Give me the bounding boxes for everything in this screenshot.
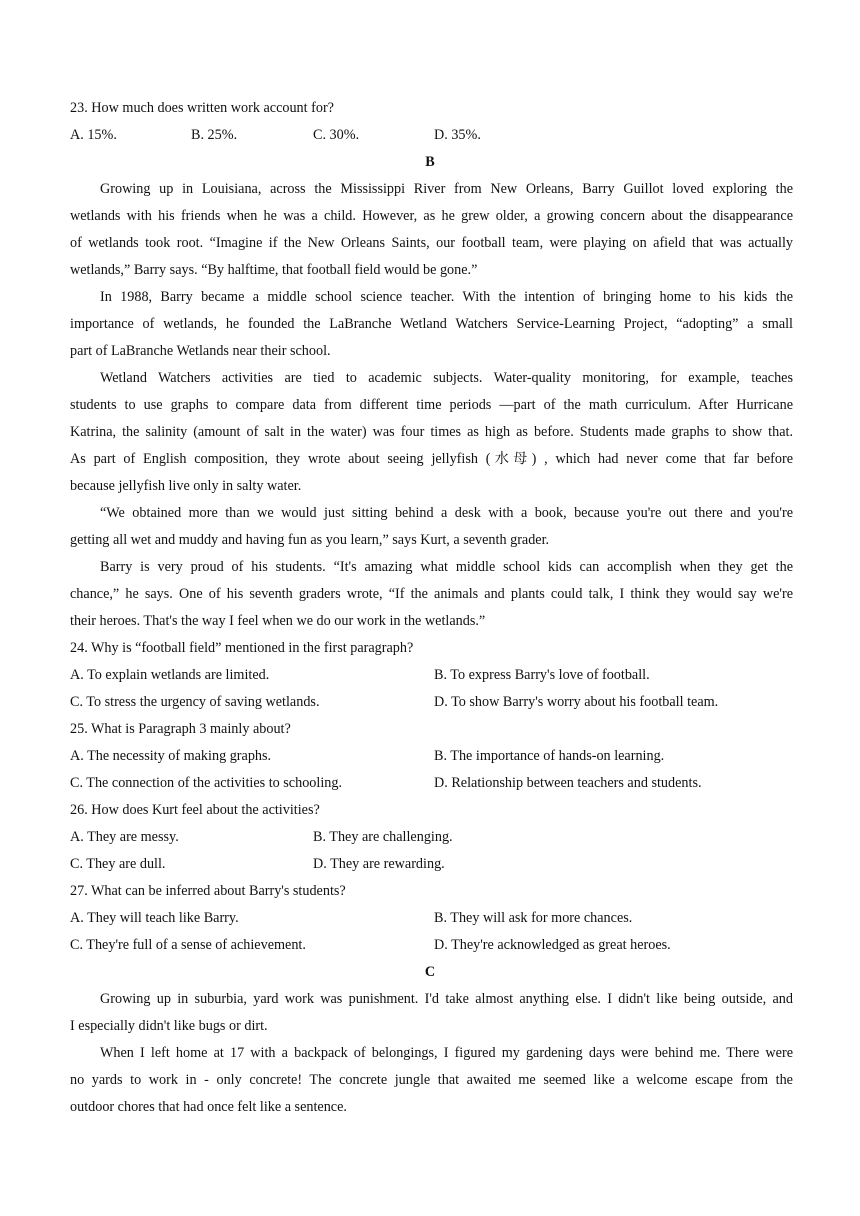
passage-b-p5-line: chance,” he says. One of his seventh graders wrote, “If the animals and plants could talk, I think they would say we're <box>70 586 793 602</box>
question-24-option-d: D. To show Barry's worry about his football team. <box>434 694 719 710</box>
passage-c-p1-line: Growing up in suburbia, yard work was punishment. I'd take almost anything else. I didn't like being outside, and <box>100 991 793 1007</box>
question-25-option-b: B. The importance of hands-on learning. <box>434 748 665 764</box>
question-23-stem: 23. How much does written work account for? <box>70 100 334 116</box>
question-24-option-b: B. To express Barry's love of football. <box>434 667 650 683</box>
question-24-stem: 24. Why is “football field” mentioned in the first paragraph? <box>70 640 414 656</box>
passage-b-p4-line: “We obtained more than we would just sitting behind a desk with a book, because you're out there and you're <box>100 505 793 521</box>
question-25-stem: 25. What is Paragraph 3 mainly about? <box>70 721 291 737</box>
question-26-option-c: C. They are dull. <box>70 856 166 872</box>
passage-b-p4-line: getting all wet and muddy and having fun as you learn,” says Kurt, a seventh grader. <box>70 532 550 548</box>
section-b-heading: B <box>425 154 435 170</box>
passage-b-p1-line: of wetlands took root. “Imagine if the New Orleans Saints, our football team, were playing on afield that was actually <box>70 235 793 251</box>
question-26-stem: 26. How does Kurt feel about the activities? <box>70 802 320 818</box>
question-27-option-b: B. They will ask for more chances. <box>434 910 633 926</box>
passage-b-p3-line: because jellyfish live only in salty water. <box>70 478 302 494</box>
passage-b-p1-line: Growing up in Louisiana, across the Mississippi River from New Orleans, Barry Guillot loved exploring the <box>100 181 793 197</box>
passage-b-p1-line: wetlands,” Barry says. “By halftime, that football field would be gone.” <box>70 262 478 278</box>
passage-b-p3-line: Katrina, the salinity (amount of salt in the water) was four times as high as before. Students made graphs to show that. <box>70 424 793 440</box>
question-23-option-d: D. 35%. <box>434 127 481 143</box>
question-27-option-a: A. They will teach like Barry. <box>70 910 239 926</box>
passage-b-p3-line: Wetland Watchers activities are tied to academic subjects. Water-quality monitoring, for example, teaches <box>100 370 793 386</box>
question-24-option-c: C. To stress the urgency of saving wetlands. <box>70 694 320 710</box>
question-23-option-c: C. 30%. <box>313 127 360 143</box>
passage-b-p1-line: wetlands with his friends when he was a child. However, as he grew older, a growing concern about the disappearance <box>70 208 793 224</box>
question-26-option-a: A. They are messy. <box>70 829 179 845</box>
passage-c-p1-line: I especially didn't like bugs or dirt. <box>70 1018 268 1034</box>
question-27-option-c: C. They're full of a sense of achievement. <box>70 937 306 953</box>
passage-b-p5-line: Barry is very proud of his students. “It's amazing what middle school kids can accomplish when they get the <box>100 559 793 575</box>
question-23-option-b: B. 25%. <box>191 127 238 143</box>
passage-b-p2-line: part of LaBranche Wetlands near their school. <box>70 343 331 359</box>
question-24-option-a: A. To explain wetlands are limited. <box>70 667 270 683</box>
question-25-option-d: D. Relationship between teachers and students. <box>434 775 702 791</box>
passage-b-p2-line: importance of wetlands, he founded the LaBranche Wetland Watchers Service-Learning Project, “adopting” a small <box>70 316 793 332</box>
section-c-heading: C <box>424 964 436 980</box>
passage-c-p2-line: When I left home at 17 with a backpack of belongings, I figured my gardening days were behind me. There were <box>100 1045 793 1061</box>
question-25-option-c: C. The connection of the activities to schooling. <box>70 775 343 791</box>
question-27-option-d: D. They're acknowledged as great heroes. <box>434 937 671 953</box>
question-25-option-a: A. The necessity of making graphs. <box>70 748 272 764</box>
passage-b-p3-line: students to use graphs to compare data from different time periods —part of the math curriculum. After Hurricane <box>70 397 793 413</box>
question-23-option-a: A. 15%. <box>70 127 117 143</box>
passage-b-p2-line: In 1988, Barry became a middle school science teacher. With the intention of bringing home to his kids the <box>100 289 793 305</box>
question-26-option-b: B. They are challenging. <box>313 829 453 845</box>
passage-b-p5-line: their heroes. That's the way I feel when we do our work in the wetlands.” <box>70 613 486 629</box>
question-27-stem: 27. What can be inferred about Barry's students? <box>70 883 346 899</box>
passage-b-p3-line: As part of English composition, they wrote about seeing jellyfish (水母) , which had never come that far before <box>70 451 793 467</box>
passage-c-p2-line: no yards to work in - only concrete! The concrete jungle that awaited me seemed like a welcome escape from the <box>70 1072 793 1088</box>
question-26-option-d: D. They are rewarding. <box>313 856 445 872</box>
passage-c-p2-line: outdoor chores that had once felt like a sentence. <box>70 1099 347 1115</box>
